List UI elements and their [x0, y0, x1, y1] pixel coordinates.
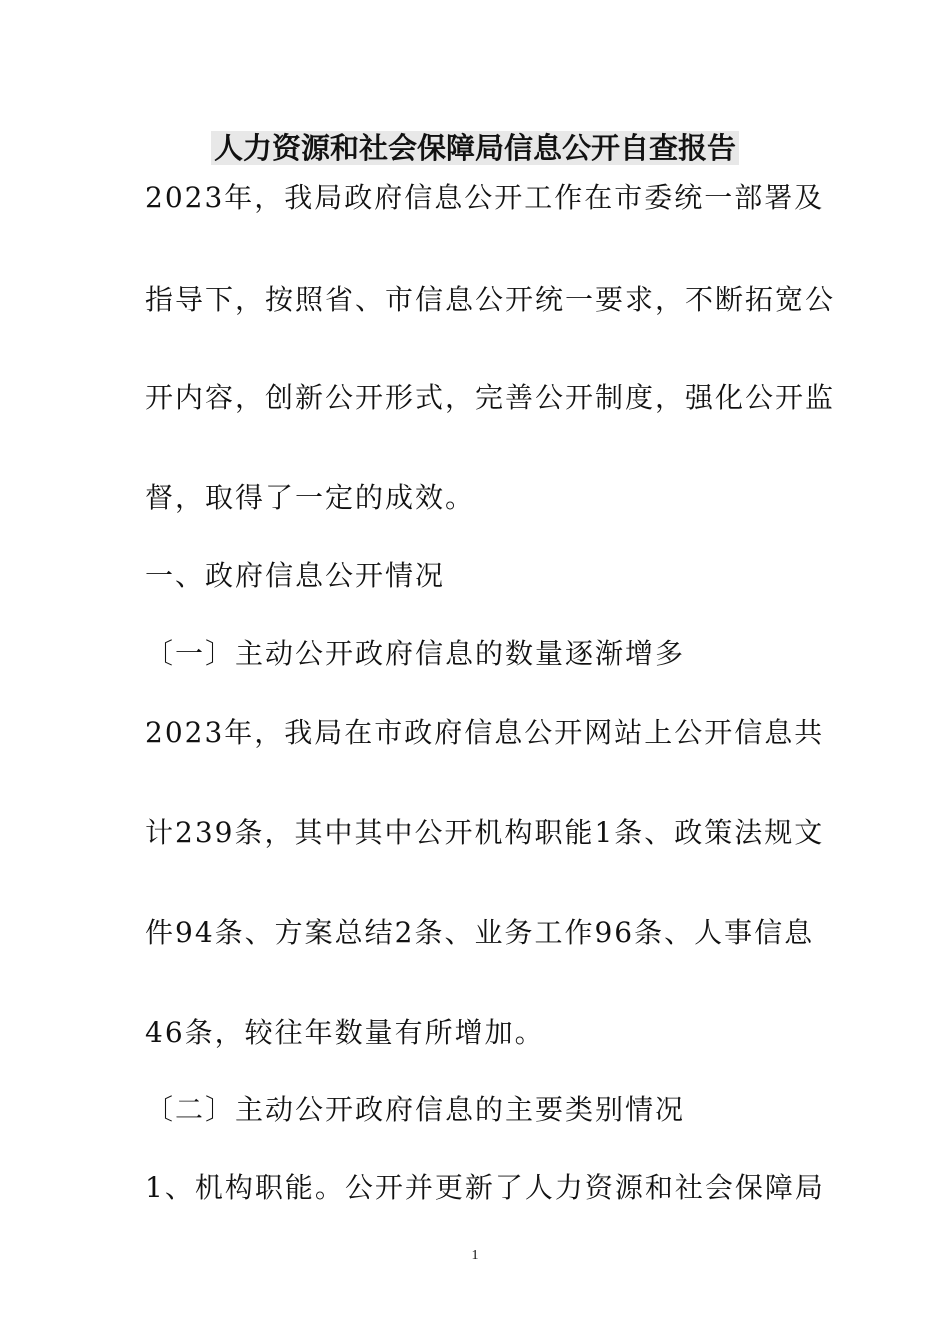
body-line: 件94条、方案总结2条、业务工作96条、人事信息: [145, 916, 815, 949]
body-line: 1、机构职能。公开并更新了人力资源和社会保障局: [145, 1171, 825, 1204]
body-line: 开内容，创新公开形式，完善公开制度，强化公开监: [145, 381, 836, 414]
section-heading: 一、政府信息公开情况: [145, 559, 446, 592]
body-line: 2023年，我局政府信息公开工作在市委统一部署及: [145, 181, 825, 214]
body-line: 46条，较往年数量有所增加。: [145, 1016, 545, 1049]
body-line: 计239条，其中其中公开机构职能1条、政策法规文: [145, 816, 825, 849]
body-line: 指导下，按照省、市信息公开统一要求，不断拓宽公: [145, 283, 836, 316]
document-title: [0, 128, 950, 168]
subsection-heading: 〔二〕主动公开政府信息的主要类别情况: [145, 1093, 686, 1126]
body-line: 2023年，我局在市政府信息公开网站上公开信息共: [145, 716, 825, 749]
document-title-text: 人力资源和社会保障局信息公开自查报告: [211, 131, 739, 165]
body-line: 督，取得了一定的成效。: [145, 481, 476, 514]
subsection-heading: 〔一〕主动公开政府信息的数量逐渐增多: [145, 637, 686, 670]
page-number: 1: [471, 1248, 479, 1263]
